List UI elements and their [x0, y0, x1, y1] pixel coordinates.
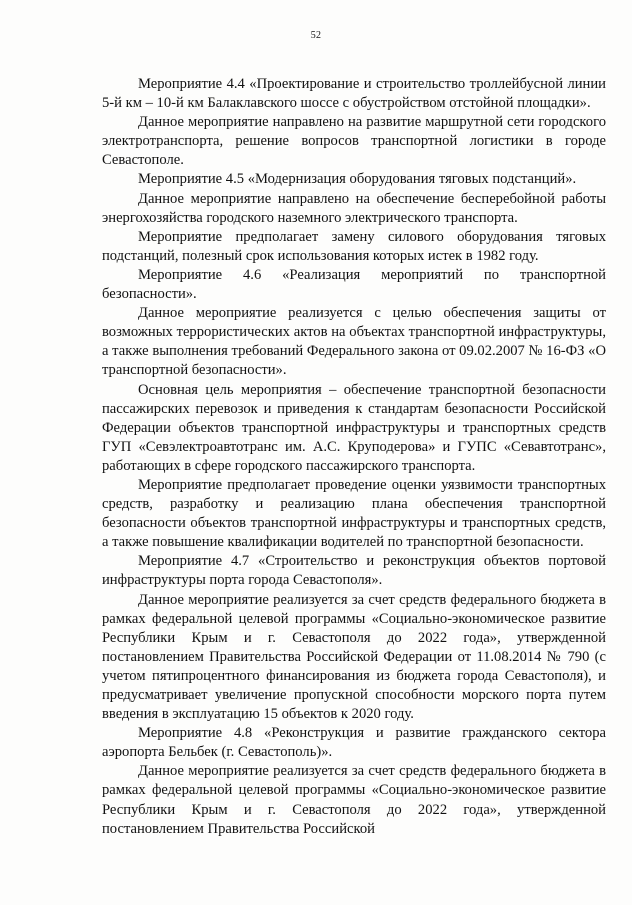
- paragraph-measure-4-4-title: Мероприятие 4.4 «Проектирование и строительство троллейбусной линии 5-й км – 10-й км Балаклавского шоссе с обустройством отстойной площадки».: [102, 76, 606, 112]
- paragraph-measure-4-7-title: Мероприятие 4.7 «Строительство и реконструкция объектов портовой инфраструктуры порта города Севастополя».: [102, 553, 606, 589]
- paragraph-measure-4-7-description: Данное мероприятие реализуется за счет средств федерального бюджета в рамках федеральной целевой программы «Социально-экономическое развитие Республики Крым и г. Севастополя до 2022 года», утвержденной постановлением Правительства Российской Федерации от 11.08.2014 № 790 (с учетом пятипроцентного финансирования из бюджета города Севастополя), и предусматривает увеличение пропускной способности морского порта путем введения в эксплуатацию 15 объектов к 2020 году.: [102, 591, 606, 723]
- paragraph-measure-4-6-description: Данное мероприятие реализуется с целью обеспечения защиты от возможных террористических актов на объектах транспортной инфраструктуры, а также выполнения требований Федерального закона от 09.02.2007 № 16-ФЗ «О транспортной безопасности».: [102, 305, 606, 379]
- paragraph-measure-4-6-title: Мероприятие 4.6 «Реализация мероприятий по транспортной безопасности».: [102, 266, 606, 303]
- paragraph-measure-4-5-details: Мероприятие предполагает замену силового оборудования тяговых подстанций, полезный срок использования которых истек в 1982 году.: [102, 228, 606, 264]
- paragraph-measure-4-6-details: Мероприятие предполагает проведение оценки уязвимости транспортных средств, разработку и реализацию плана обеспечения транспортной безопасности объектов транспортной инфраструктуры и транспортных средств, а также повышение квалификации водителей по транспортной безопасности.: [102, 476, 606, 551]
- page-number: 52: [310, 30, 322, 41]
- paragraph-measure-4-8-description: Данное мероприятие реализуется за счет средств федерального бюджета в рамках федеральной целевой программы «Социально-экономическое развитие Республики Крым и г. Севастополя до 2022 года», утвержденной постановлением Правительства Российской: [102, 763, 606, 837]
- paragraph-measure-4-5-description: Данное мероприятие направлено на обеспечение бесперебойной работы энергохозяйства городского наземного электрического транспорта.: [102, 190, 606, 226]
- paragraph-measure-4-5-title: Мероприятие 4.5 «Модернизация оборудования тяговых подстанций».: [138, 171, 577, 188]
- paragraph-measure-4-6-goal: Основная цель мероприятия – обеспечение транспортной безопасности пассажирских перевозок и приведения к стандартам безопасности Российской Федерации объектов транспортной инфраструктуры и транспортных средств ГУП «Севэлектроавтотранс им. А.С. Круподерова» и ГУПС «Севавтотранс», работающих в сфере городского пассажирского транспорта.: [102, 381, 606, 474]
- paragraph-measure-4-4-description: Данное мероприятие направлено на развитие маршрутной сети городского электротранспорта, решение вопросов транспортной логистики в городе Севастополе.: [102, 114, 606, 169]
- body-text: [102, 75, 606, 839]
- paragraph-measure-4-8-title: Мероприятие 4.8 «Реконструкция и развитие гражданского сектора аэропорта Бельбек (г. Севастополь)».: [102, 725, 606, 761]
